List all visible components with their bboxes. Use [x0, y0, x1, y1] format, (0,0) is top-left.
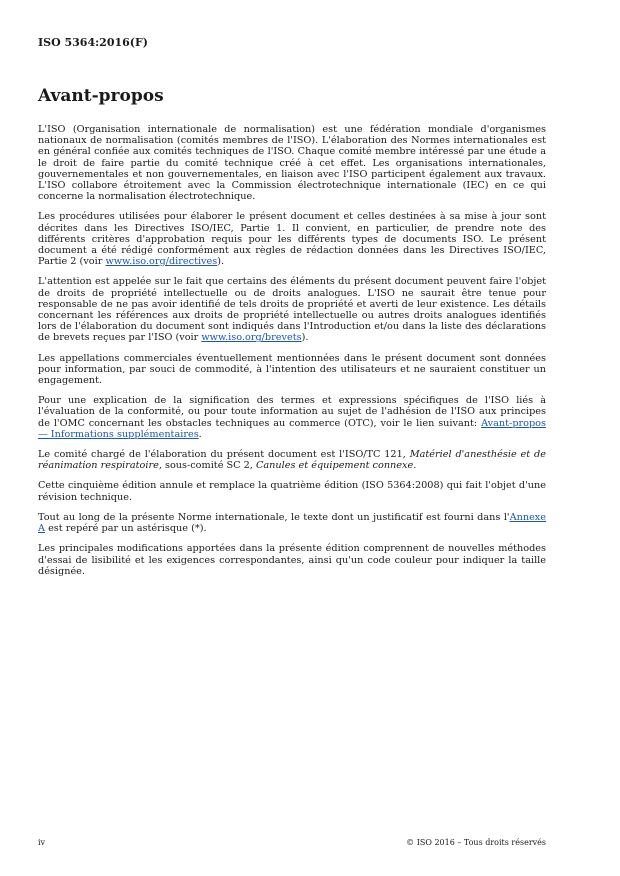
paragraph-text: L'attention est appelée sur le fait que certains des éléments du présent document peuvent faire l'objet de droits de propriété intellectuelle ou de droits analogues. L'ISO ne saurait être tenue pour responsable de ne pas avoir identifié de tels droits de propriété et averti de leur existence. Les détails concernant les références aux droits de propriété intellectuelle ou autres droits analogues identifiés lors de l'élaboration du document sont indiqués dans l'Introduction et/ou dans la liste des déclarations de brevets reçues par l'ISO (voir [38, 276, 546, 344]
paragraph-edition: Cette cinquième édition annule et remplace la quatrième édition (ISO 5364:2008) qui fait l'objet d'une révision technique. [38, 480, 546, 503]
paragraph-trade-names: Les appellations commerciales éventuellement mentionnées dans le présent document sont données pour information, par souci de commodité, à l'intention des utilisateurs et ne sauraient constituer un engagement. [38, 352, 546, 387]
document-id: ISO 5364:2016(F) [38, 36, 149, 49]
directives-link[interactable]: www.iso.org/directives [105, 256, 218, 268]
paragraph-changes: Les principales modifications apportées dans la présente édition comprennent de nouvelles méthodes d'essai de lisibilité et les exigences correspondantes, ainsi qu'un code couleur pour indiquer la taille désignée. [38, 543, 546, 577]
committee-title: Matériel d'anesthésie et de réanimation respiratoire [38, 449, 546, 472]
paragraph-text: Le comité chargé de l'élaboration du présent document est l'ISO/TC 121, [38, 449, 410, 461]
annex-a-link[interactable]: Annexe A [38, 511, 546, 535]
paragraph-text-end: . [198, 428, 202, 440]
patents-link[interactable]: www.iso.org/brevets [201, 332, 302, 344]
paragraph-committee [38, 449, 546, 471]
supplementary-info-link[interactable]: Avant-propos — Informations supplémentaires [38, 417, 546, 440]
subcommittee-title: Canules et équipement connexe [255, 460, 414, 472]
copyright-notice: © ISO 2016 – Tous droits réservés [406, 838, 546, 847]
foreword-body [38, 124, 546, 586]
paragraph-text-end: est repéré par un astérisque (*). [45, 523, 207, 535]
paragraph-text-end: ). [301, 332, 309, 344]
paragraph-patents [38, 276, 546, 343]
paragraph-annex [38, 512, 546, 534]
paragraph-text: Les procédures utilisées pour élaborer le présent document et celles destinées à sa mise à jour sont décrites dans les Directives ISO/IEC, Partie 1. Il convient, en particulier, de prendre note des différents critères d'approbation requis pour les différents types de documents ISO. Le présent document a été rédigé conformément aux règles de rédaction données dans les Directives ISO/IEC, Partie 2 (voir [38, 211, 546, 268]
paragraph-text: Tout au long de la présente Norme internationale, le texte dont un justificatif est fourni dans l' [38, 511, 510, 523]
paragraph-text-end: . [413, 460, 417, 472]
paragraph-conformity [38, 395, 546, 440]
paragraph-procedures [38, 211, 546, 267]
paragraph-iso-intro: L'ISO (Organisation internationale de normalisation) est une fédération mondiale d'organismes nationaux de normalisation (comités membres de l'ISO). L'élaboration des Normes internationales est en général confiée aux comités techniques de l'ISO. Chaque comité membre intéressé par une étude a le droit de faire partie du comité technique créé à cet effet. Les organisations internationales, gouvernementales et non gouvernementales, en liaison avec l'ISO participent également aux travaux. L'ISO collabore étroitement avec la Commission électrotechnique internationale (IEC) en ce qui concerne la normalisation électrotechnique. [38, 124, 546, 203]
page-title: Avant-propos [38, 86, 164, 106]
paragraph-text: Pour une explication de la signification des termes et expressions spécifiques de l'ISO liés à l'évaluation de la conformité, ou pour toute information au sujet de l'adhésion de l'ISO aux principes de l'OMC concernant les obstacles techniques au commerce (OTC), voir le lien suivant: [38, 395, 546, 429]
paragraph-text-mid: , sous-comité SC 2, [158, 460, 256, 472]
page-footer [38, 838, 546, 847]
paragraph-text-end: ). [217, 256, 225, 268]
page-number: iv [38, 838, 46, 847]
